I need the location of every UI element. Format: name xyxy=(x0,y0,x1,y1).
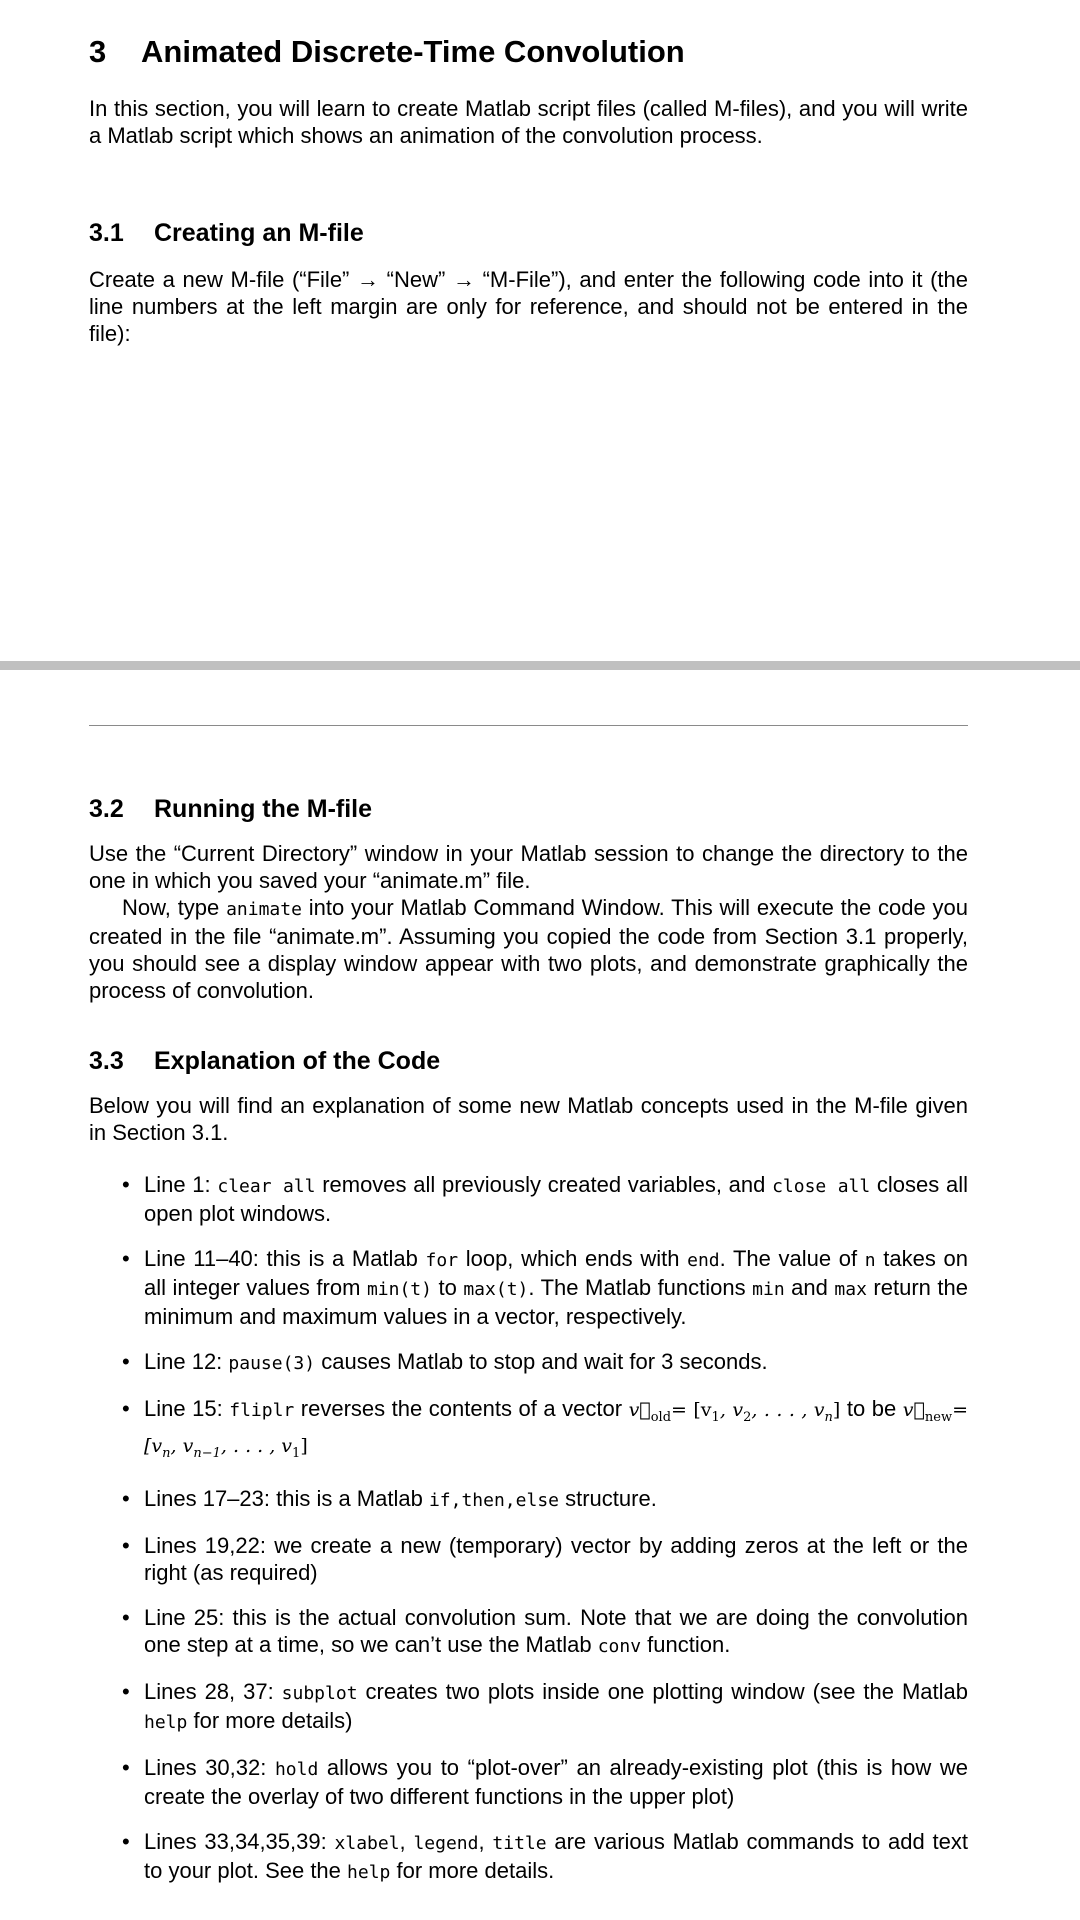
math-subscript: 2 xyxy=(743,1409,752,1425)
math-symbol: = xyxy=(952,1399,969,1421)
inline-code: title xyxy=(492,1832,547,1854)
inline-code: help xyxy=(347,1861,391,1883)
inline-code: if,then,else xyxy=(428,1489,559,1511)
math-symbol: , . . . , v xyxy=(751,1399,825,1421)
text: loop, which ends with xyxy=(458,1246,688,1271)
math-symbol: , v xyxy=(719,1399,744,1421)
section-3-1 xyxy=(89,218,968,248)
list-item xyxy=(89,1395,968,1467)
text: structure. xyxy=(559,1485,657,1511)
math-symbol: ] xyxy=(832,1399,841,1421)
text: causes Matlab to stop and wait for 3 seconds. xyxy=(315,1349,768,1374)
list-item xyxy=(89,1245,968,1330)
bullet-icon: • xyxy=(122,1349,130,1374)
text: for more details. xyxy=(390,1857,555,1883)
inline-code: hold xyxy=(274,1758,319,1780)
section-3-1-heading xyxy=(89,218,968,248)
text: to xyxy=(431,1275,464,1300)
math-subscript: 1 xyxy=(292,1445,301,1461)
bullet-icon: • xyxy=(122,1172,130,1197)
inline-code: end xyxy=(687,1250,720,1271)
text: reverses the contents of a vector xyxy=(294,1396,629,1421)
text: function. xyxy=(641,1631,731,1657)
section-title: Explanation of the Code xyxy=(154,1047,441,1075)
section-number: 3.1 xyxy=(89,219,124,247)
inline-code: xlabel xyxy=(334,1832,400,1854)
inline-code: max xyxy=(834,1279,867,1300)
math-symbol: , v xyxy=(170,1434,194,1457)
text: Lines 19,22: we create a new (temporary) vector by adding zeros at the left or the right (as required) xyxy=(144,1532,968,1585)
section-title: Animated Discrete-Time Convolution xyxy=(141,34,685,69)
inline-code: animate xyxy=(226,899,302,920)
math-symbol: ] xyxy=(300,1434,308,1457)
text: Lines 30,32: xyxy=(144,1754,275,1780)
page-break xyxy=(0,661,1080,670)
text: allows you to “plot-over” an already-existing plot (this is how we create the overlay of two different functions in the upper plot) xyxy=(144,1754,968,1809)
bullet-icon: • xyxy=(122,1754,130,1780)
text: for more details) xyxy=(187,1707,353,1733)
text: Line 25: this is the actual convolution sum. Note that we are doing the convolution one step at a time, so we can’t use the Matlab xyxy=(144,1604,968,1657)
text: Lines 28, 37: xyxy=(144,1678,282,1704)
list-item xyxy=(89,1171,968,1227)
text: Lines 33,34,35,39: xyxy=(144,1828,335,1854)
inline-code: conv xyxy=(597,1635,642,1657)
section-number: 3 xyxy=(89,34,107,69)
text: . The Matlab functions xyxy=(528,1275,753,1300)
text: , xyxy=(399,1828,414,1854)
list-item xyxy=(89,1678,968,1736)
bullet-icon: • xyxy=(122,1532,130,1558)
math-vector-old xyxy=(628,1399,841,1425)
list-item xyxy=(89,1828,968,1886)
inline-code: min(t) xyxy=(366,1279,432,1300)
text: Line 12: xyxy=(144,1349,229,1374)
text: Now, type xyxy=(122,895,227,920)
math-symbol: v⃗ xyxy=(628,1399,651,1421)
math-subscript: n xyxy=(162,1445,171,1461)
section-3-3-heading xyxy=(89,1046,968,1076)
text: to be xyxy=(840,1396,903,1421)
text: . The value of xyxy=(719,1246,865,1271)
inline-code: close all xyxy=(772,1176,871,1197)
math-subscript: n−1 xyxy=(193,1445,221,1461)
bullet-icon: • xyxy=(122,1396,130,1421)
text: , xyxy=(478,1828,493,1854)
inline-code: pause(3) xyxy=(228,1353,316,1374)
header-rule xyxy=(89,725,968,726)
inline-code: min xyxy=(752,1279,785,1300)
list-item xyxy=(89,1604,968,1660)
inline-code: subplot xyxy=(281,1682,358,1704)
list-item xyxy=(89,1348,968,1377)
bullet-icon: • xyxy=(122,1485,130,1511)
text: closes all open plot windows. xyxy=(144,1172,968,1226)
math-symbol: , . . . , v xyxy=(220,1434,293,1457)
text: into your Matlab Command Window. This will execute the code you created in the file “animate.m”. Assuming you copied the code from Section 3.1 properly, you should see a display window appear with two plots, and demonstrate graphically the process of convolution. xyxy=(89,895,968,1003)
section-number: 3.3 xyxy=(89,1047,124,1075)
section-3-3-intro: Below you will find an explanation of some new Matlab concepts used in the M-file given in Section 3.1. xyxy=(89,1093,968,1145)
math-subscript: old xyxy=(650,1409,672,1425)
inline-code: max(t) xyxy=(463,1279,529,1300)
section-title: Running the M-file xyxy=(154,795,373,823)
inline-code: for xyxy=(425,1250,459,1271)
section-3-2-para-1: Use the “Current Directory” window in your Matlab session to change the directory to the one in which you saved your “animate.m” file. xyxy=(89,841,968,893)
explanation-list xyxy=(89,1171,968,1886)
text: removes all previously created variables, and xyxy=(315,1172,773,1197)
section-3-1-body: Create a new M-file (“File” → “New” → “M-File”), and enter the following code into it (the line numbers at the left margin are only for reference, and should not be entered in the file): xyxy=(89,267,968,346)
inline-code: legend xyxy=(413,1832,479,1854)
math-subscript: new xyxy=(924,1409,953,1425)
text: return the minimum and maximum values in a vector, respectively. xyxy=(144,1275,968,1329)
text: Line 11–40: this is a Matlab xyxy=(144,1246,426,1271)
bullet-icon: • xyxy=(122,1604,130,1630)
section-3-2 xyxy=(89,794,968,824)
text: Lines 17–23: this is a Matlab xyxy=(144,1485,429,1511)
inline-code: clear all xyxy=(217,1176,316,1197)
inline-code: help xyxy=(144,1711,188,1733)
bullet-icon: • xyxy=(122,1678,130,1704)
math-symbol: v⃗ xyxy=(902,1399,925,1421)
section-3-2-heading xyxy=(89,794,968,824)
list-item xyxy=(89,1754,968,1810)
section-3 xyxy=(89,34,968,70)
section-3-intro: In this section, you will learn to create Matlab script files (called M-files), and you will write a Matlab script which shows an animation of the convolution process. xyxy=(89,96,968,148)
text: Line 1: xyxy=(144,1172,218,1197)
text: and xyxy=(784,1275,835,1300)
inline-code: n xyxy=(864,1250,876,1271)
math-symbol: = [v xyxy=(671,1399,712,1421)
math-subscript: n xyxy=(824,1409,833,1425)
list-item xyxy=(89,1532,968,1586)
bullet-icon: • xyxy=(122,1828,130,1854)
list-item xyxy=(89,1485,968,1514)
bullet-icon: • xyxy=(122,1246,130,1271)
section-3-3 xyxy=(89,1046,968,1076)
math-subscript: 1 xyxy=(711,1409,720,1425)
inline-code: fliplr xyxy=(229,1400,295,1421)
section-title: Creating an M-file xyxy=(154,219,364,247)
section-3-2-para-2 xyxy=(89,894,968,1004)
section-3-heading xyxy=(89,34,968,70)
math-symbol: [v xyxy=(144,1434,163,1457)
text: takes on all integer values from xyxy=(144,1246,968,1300)
text: Line 15: xyxy=(144,1396,230,1421)
section-number: 3.2 xyxy=(89,795,124,823)
text: are various Matlab commands to add text to your plot. See the xyxy=(144,1828,968,1883)
text: creates two plots inside one plotting window (see the Matlab xyxy=(357,1678,968,1704)
